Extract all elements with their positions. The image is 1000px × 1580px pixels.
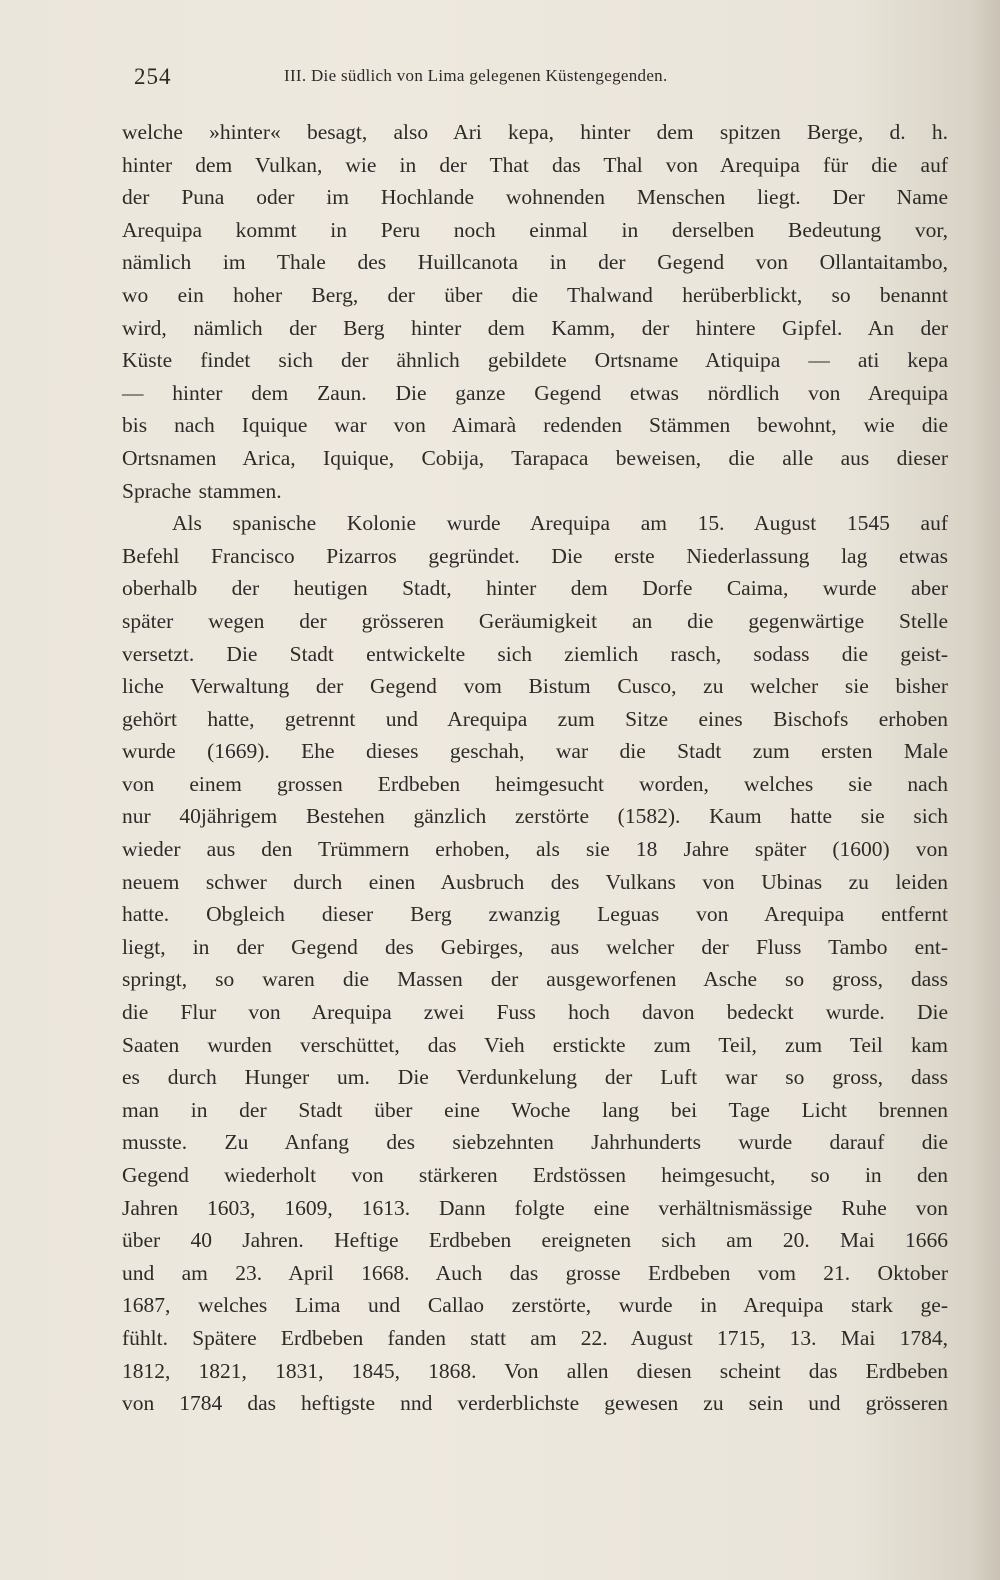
text-line: man in der Stadt über eine Woche lang bei Tage Licht brennen [122,1097,948,1122]
text-line: über 40 Jahren. Heftige Erdbeben ereigneten sich am 20. Mai 1666 [122,1228,948,1253]
text-line: Als spanische Kolonie wurde Arequipa am 15. August 1545 auf [172,511,948,536]
text-line: 1812, 1821, 1831, 1845, 1868. Von allen diesen scheint das Erdbeben [122,1358,948,1383]
text-line: neuem schwer durch einen Ausbruch des Vulkans von Ubinas zu leiden [122,869,948,894]
text-line: springt, so waren die Massen der ausgeworfenen Asche so gross, dass [122,967,948,992]
text-line: oberhalb der heutigen Stadt, hinter dem Dorfe Caima, wurde aber [122,576,948,601]
text-line: wurde (1669). Ehe dieses geschah, war die Stadt zum ersten Male [122,739,948,764]
text-line: liche Verwaltung der Gegend vom Bistum Cusco, zu welcher sie bisher [122,674,948,699]
text-line: versetzt. Die Stadt entwickelte sich ziemlich rasch, sodass die geist- [122,641,948,666]
text-line: die Flur von Arequipa zwei Fuss hoch davon bedeckt wurde. Die [122,1000,948,1025]
text-line: von einem grossen Erdbeben heimgesucht worden, welches sie nach [122,771,948,796]
text-line: Gegend wiederholt von stärkeren Erdstössen heimgesucht, so in den [122,1163,948,1187]
text-line: von 1784 das heftigste nnd verderblichste gewesen zu sein und grösseren [122,1391,948,1416]
text-line: musste. Zu Anfang des siebzehnten Jahrhunderts wurde darauf die [122,1130,948,1155]
text-line: Jahren 1603, 1609, 1613. Dann folgte eine verhältnismässige Ruhe von [122,1195,948,1220]
text-line: nämlich im Thale des Huillcanota in der Gegend von Ollantaitambo, [122,250,948,275]
body-text [122,116,948,1420]
text-line: wird, nämlich der Berg hinter dem Kamm, der hintere Gipfel. An der [122,315,948,340]
text-line: und am 23. April 1668. Auch das grosse Erdbeben vom 21. Oktober [122,1260,948,1285]
text-line: Sprache stammen. [122,478,282,503]
text-line: Saaten wurden verschüttet, das Vieh erstickte zum Teil, zum Teil kam [122,1032,948,1057]
text-line: wo ein hoher Berg, der über die Thalwand herüberblickt, so benannt [122,282,948,307]
text-line: nur 40jährigem Bestehen gänzlich zerstörte (1582). Kaum hatte sie sich [122,804,948,829]
text-line: welche »hinter« besagt, also Ari kepa, hinter dem spitzen Berge, d. h. [122,120,948,144]
text-line: Befehl Francisco Pizarros gegründet. Die erste Niederlassung lag etwas [122,543,948,568]
text-line: Ortsnamen Arica, Iquique, Cobija, Tarapaca beweisen, die alle aus dieser [122,445,948,470]
text-line: bis nach Iquique war von Aimarà redenden Stämmen bewohnt, wie die [122,413,948,438]
running-title: III. Die südlich von Lima gelegenen Küstengegenden. [284,66,668,85]
text-line: gehört hatte, getrennt und Arequipa zum Sitze eines Bischofs erhoben [122,706,948,731]
text-line: fühlt. Spätere Erdbeben fanden statt am 22. August 1715, 13. Mai 1784, [122,1325,948,1350]
text-line: Küste findet sich der ähnlich gebildete Ortsname Atiquipa — ati kepa [122,348,948,373]
text-line: wieder aus den Trümmern erhoben, als sie 18 Jahre später (1600) von [122,837,948,862]
text-line: 1687, welches Lima und Callao zerstörte, wurde in Arequipa stark ge- [122,1293,948,1318]
page-number: 254 [134,64,172,89]
text-line: liegt, in der Gegend des Gebirges, aus welcher der Fluss Tambo ent- [122,934,948,959]
text-line: es durch Hunger um. Die Verdunkelung der Luft war so gross, dass [122,1065,948,1090]
text-line: der Puna oder im Hochlande wohnenden Menschen liegt. Der Name [122,185,948,210]
text-line: hatte. Obgleich dieser Berg zwanzig Leguas von Arequipa entfernt [122,902,948,927]
page-header [134,60,934,100]
text-line: später wegen der grösseren Geräumigkeit an die gegenwärtige Stelle [122,608,948,633]
text-line: — hinter dem Zaun. Die ganze Gegend etwas nördlich von Arequipa [122,380,948,405]
text-line: Arequipa kommt in Peru noch einmal in derselben Bedeutung vor, [122,217,948,242]
text-line: hinter dem Vulkan, wie in der That das Thal von Arequipa für die auf [122,152,948,177]
